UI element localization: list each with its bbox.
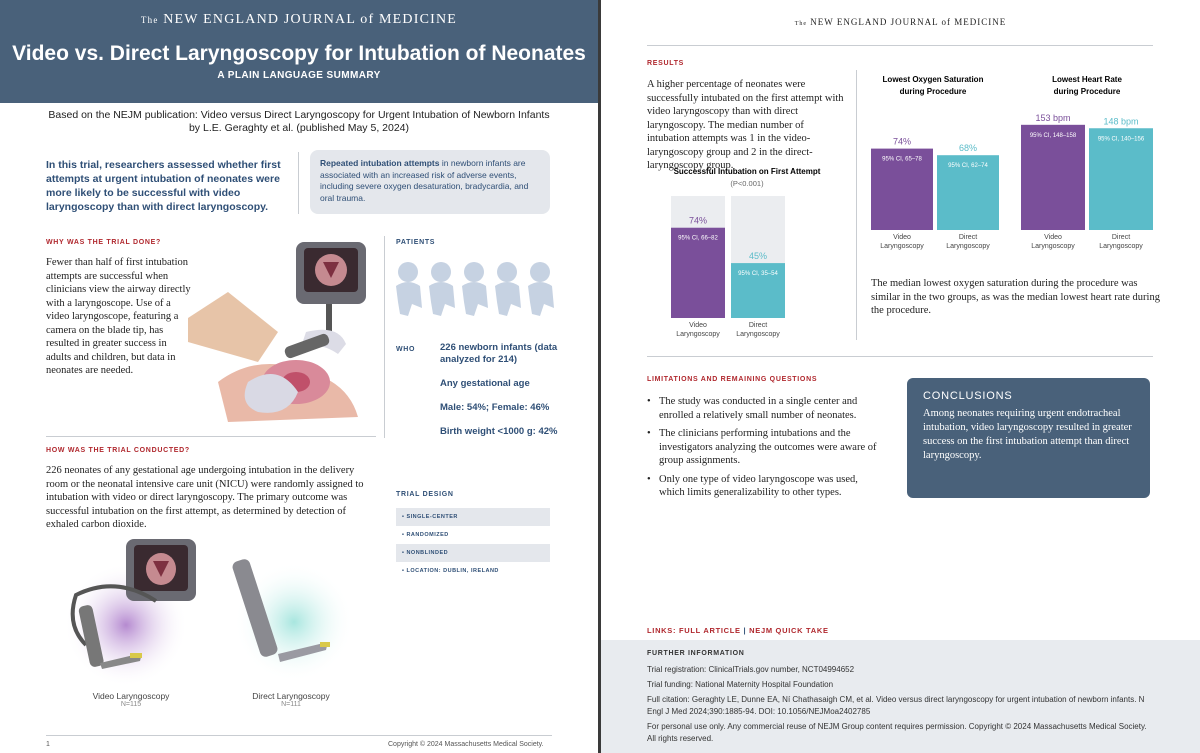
page-one	[0, 0, 598, 753]
who-label: WHO	[396, 346, 416, 353]
chart-category-label: Laryngoscopy	[946, 243, 990, 250]
results-heading: RESULTS	[647, 60, 685, 67]
page-one-header	[0, 0, 598, 103]
patients-count: 226 newborn infants (data analyzed for 214)	[440, 342, 558, 365]
limitations-list	[647, 395, 877, 505]
chart-ci-label: 95% CI, 66–82	[678, 235, 718, 242]
design-heading: TRIAL DESIGN	[396, 491, 454, 498]
chart-category-label: Laryngoscopy	[880, 243, 924, 250]
chart-ci-label: 95% CI, 140–156	[1097, 136, 1145, 143]
chart-ci-label: 95% CI, 65–78	[882, 156, 922, 163]
why-text: Fewer than half of first intubation attempts are successful when clinicians view the airway directly with a laryngoscope. Use of a video laryngoscope, featuring a camera on the blade tip, has resulted in greater success in adults and children, but data in neonates are needed.	[46, 257, 191, 376]
chart-category-label: Laryngoscopy	[1099, 243, 1143, 250]
patients-sex: Male: 54%; Female: 46%	[440, 402, 550, 413]
journal-the: The	[140, 15, 159, 25]
patients-list	[440, 342, 570, 438]
limitation-unblinded: • The clinicians performing intubations and the investigators analyzing the outcomes were aware of group assignments.	[647, 427, 877, 468]
results-text: A higher percentage of neonates were successfully intubated on the first attempt with video laryngoscopy than with direct laryngoscopy. The median number of intubation attempts was 1 in the video-laryngoscopy group and 2 in the direct-laryngoscopy group.	[647, 79, 844, 171]
callout-bold: Repeated intubation attempts	[320, 158, 440, 168]
journal-masthead	[0, 12, 598, 28]
video-device-n: N=115	[120, 701, 142, 708]
chart-category-label: Direct	[1111, 234, 1131, 241]
trial-funding: Trial funding: National Maternity Hospital Foundation	[647, 680, 834, 689]
chart-value-label: 148 bpm	[1103, 116, 1139, 127]
design-list	[396, 508, 550, 580]
callout-text: in newborn infants are associated with an increased risk of adverse events, including severe oxygen desaturation, bradycardia, and oral trauma.	[320, 158, 529, 203]
chart-first-attempt	[647, 162, 847, 340]
chart-title-line-2: during Procedure	[899, 87, 967, 96]
chart-category-label: Laryngoscopy	[676, 331, 720, 338]
direct-device-name: Direct Laryngoscopy	[252, 691, 330, 701]
chart-value-label: 74%	[892, 136, 912, 147]
video-laryngoscope-image	[56, 535, 206, 685]
intubation-illustration	[188, 232, 376, 424]
trial-registration: Trial registration: ClinicalTrials.gov number, NCT04994652	[647, 665, 855, 674]
limitations-heading: LIMITATIONS AND REMAINING QUESTIONS	[647, 376, 818, 383]
design-location: • LOCATION: DUBLIN, IRELAND	[402, 568, 499, 574]
page-number: 1	[46, 741, 50, 748]
direct-laryngoscope-image	[222, 550, 362, 685]
patients-weight: Birth weight <1000 g: 42%	[440, 426, 558, 437]
chart-title: Successful Intubation on First Attempt	[673, 167, 821, 176]
chart-category-label: Video	[689, 322, 707, 329]
chart-heart-rate	[1013, 72, 1161, 252]
chart-value-label: 153 bpm	[1035, 112, 1071, 123]
journal-the-small: The	[794, 21, 808, 27]
page-subtitle: A PLAIN LANGUAGE SUMMARY	[217, 70, 381, 81]
limitation-single-center: • The study was conducted in a single center and enrolled a relatively small number of neonates.	[647, 395, 877, 422]
oxygen-heart-text: The median lowest oxygen saturation during the procedure was similar in the two groups, as was the median lowest heart rate during the procedure.	[871, 278, 1160, 316]
usage-notice: For personal use only. Any commercial reuse of NEJM Group content requires permission. Copyright © 2024 Massachusetts Medical Society. All rights reserved.	[647, 722, 1147, 743]
why-heading: WHY WAS THE TRIAL DONE?	[46, 239, 162, 246]
limitation-device: • Only one type of video laryngoscope was used, which limits generalizability to other types.	[647, 473, 877, 500]
design-randomized: • RANDOMIZED	[402, 532, 449, 538]
chart-oxygen-saturation	[863, 72, 1003, 252]
video-device-label	[56, 691, 206, 708]
chart-subtitle: (P<0.001)	[730, 179, 764, 188]
page-title: Video vs. Direct Laryngoscopy for Intubation of Neonates	[12, 42, 586, 65]
source-citation	[0, 109, 598, 135]
page-one-copyright: Copyright © 2024 Massachusetts Medical Society.	[388, 741, 544, 748]
direct-device-n: N=111	[281, 701, 301, 708]
chart-title-line-2: during Procedure	[1053, 87, 1121, 96]
conclusions-box	[907, 378, 1150, 498]
chart-title-line-1: Lowest Oxygen Saturation	[882, 75, 984, 84]
links-separator: |	[743, 626, 747, 635]
journal-name: NEW ENGLAND JOURNAL of MEDICINE	[163, 12, 458, 27]
journal-name-small: NEW ENGLAND JOURNAL of MEDICINE	[810, 17, 1007, 27]
chart-category-label: Video	[1044, 234, 1062, 241]
links-row	[647, 626, 829, 635]
chart-value-label: 45%	[748, 251, 768, 262]
infants-icon	[392, 258, 556, 320]
page-two-masthead	[601, 17, 1200, 27]
conclusions-heading: CONCLUSIONS	[923, 390, 1013, 402]
chart-category-label: Video	[893, 234, 911, 241]
chart-category-label: Direct	[748, 322, 768, 329]
how-text: 226 neonates of any gestational age undergoing intubation in the delivery room or the neonatal intensive care unit (NICU) were randomly assigned to intubation with video or direct laryngoscopy. The primary outcome was successful intubation on the first attempt, as determined by detection of exhaled carbon dioxide.	[46, 465, 364, 530]
chart-bar	[1021, 125, 1085, 230]
further-heading: FURTHER INFORMATION	[647, 650, 745, 657]
chart-value-label: 68%	[958, 143, 978, 154]
patients-heading: PATIENTS	[396, 239, 436, 246]
callout-box	[310, 150, 550, 214]
full-article-link[interactable]: FULL ARTICLE	[679, 626, 741, 635]
source-line-1: Based on the NEJM publication: Video versus Direct Laryngoscopy for Urgent Intubation of Newborn Infants	[48, 109, 550, 121]
design-nonblinded: • NONBLINDED	[396, 544, 550, 562]
quick-take-link[interactable]: NEJM QUICK TAKE	[749, 626, 829, 635]
full-citation: Full citation: Geraghty LE, Dunne EA, Ní Chathasaigh CM, et al. Video versus direct laryngoscopy for urgent intubation of newborn infants. N Engl J Med 2024;390:1885-94. DOI: 10.1056/NEJMoa2402785	[647, 695, 1145, 716]
links-label: LINKS:	[647, 626, 677, 635]
how-heading: HOW WAS THE TRIAL CONDUCTED?	[46, 447, 190, 454]
chart-ci-label: 95% CI, 35–54	[738, 271, 778, 278]
chart-bar	[1089, 128, 1153, 230]
chart-category-label: Direct	[958, 234, 978, 241]
source-line-2: by L.E. Geraghty et al. (published May 5, 2024)	[188, 122, 410, 134]
page-two	[601, 0, 1200, 753]
intro-text: In this trial, researchers assessed whether first attempts at urgent intubation of neonates were more likely to be successful with video laryngoscopy than with direct laryngoscopy.	[46, 159, 281, 213]
chart-category-label: Laryngoscopy	[736, 331, 780, 338]
video-device-name: Video Laryngoscopy	[92, 691, 170, 701]
patients-age: Any gestational age	[440, 378, 530, 389]
chart-title-line-1: Lowest Heart Rate	[1052, 75, 1122, 84]
chart-category-label: Laryngoscopy	[1031, 243, 1075, 250]
chart-ci-label: 95% CI, 62–74	[948, 163, 988, 170]
further-information	[601, 640, 1200, 753]
direct-device-label	[216, 691, 366, 708]
design-single-center: • SINGLE-CENTER	[396, 508, 550, 526]
conclusions-text: Among neonates requiring urgent endotracheal intubation, video laryngoscopy resulted in greater success on the first intubation attempt than direct laryngoscopy.	[923, 408, 1132, 461]
chart-ci-label: 95% CI, 148–158	[1029, 132, 1077, 139]
chart-value-label: 74%	[688, 215, 708, 226]
